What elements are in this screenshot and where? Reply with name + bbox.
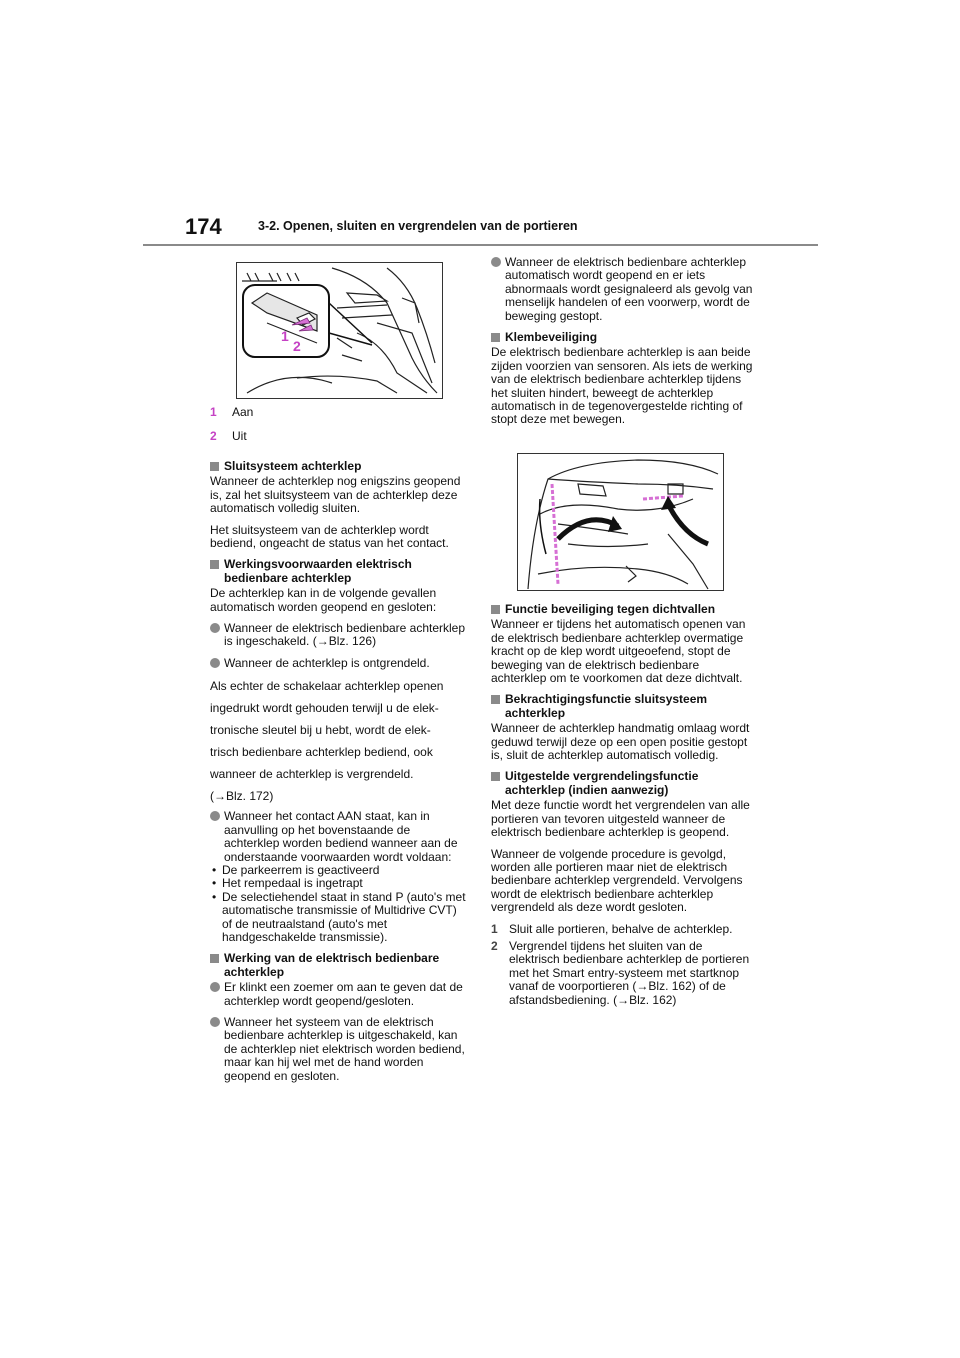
note-line: wanneer de achterklep is vergrendeld. — [210, 767, 414, 782]
legend-item — [210, 429, 410, 453]
legend-number: 2 — [210, 429, 217, 443]
legend-number: 1 — [210, 405, 217, 419]
note-line: trisch bedienbare achterklep bediend, ook — [210, 745, 433, 760]
bullet-dot-icon — [210, 982, 220, 992]
right-column — [491, 256, 756, 435]
header-divider — [143, 244, 818, 246]
section-heading: Bekrachtigingsfunctie sluitsysteem achterklep — [491, 693, 756, 720]
section-title: 3-2. Openen, sluiten en vergrendelen van de portieren — [258, 219, 578, 233]
bullet-dot-icon — [210, 658, 220, 668]
section-heading: Functie beveiliging tegen dichtvallen — [491, 603, 756, 616]
figure-legend — [210, 405, 410, 453]
legend-text: Uit — [232, 429, 247, 443]
tailgate-switch-drawing — [237, 263, 442, 398]
right-column-lower — [491, 599, 756, 1011]
step-item — [491, 940, 756, 1007]
bullet-item — [210, 981, 468, 1008]
left-column — [210, 456, 468, 1091]
sub-item: • De selectiehendel staat in stand P (auto's met automatische transmissie of Multidrive CVT) of de neutraalstand (auto's met handgeschakelde transmissie). — [210, 891, 468, 945]
page-number: 174 — [185, 214, 222, 239]
tailgate-switch-illustration — [236, 262, 443, 399]
bullet-text: Er klinkt een zoemer om aan te geven dat de achterklep wordt geopend/gesloten. — [224, 980, 463, 1008]
paragraph: Wanneer de achterklep nog enigszins geopend is, zal het sluitsysteem van de achterklep deze automatisch volledig sluiten. — [210, 474, 461, 516]
bullet-item — [491, 256, 756, 323]
note-line: ingedrukt wordt gehouden terwijl u de elek- — [210, 701, 439, 716]
step-text: Sluit alle portieren, behalve de achterklep. — [509, 921, 733, 936]
bullet-dot-icon — [210, 623, 220, 633]
bullet-text: Wanneer het systeem van de elektrisch bedienbare achterklep is uitgeschakeld, kan de achterklep niet elektrisch worden bediend, maar kan hij wel met de hand worden geopend en gesloten. — [224, 1014, 465, 1083]
paragraph: De elektrisch bedienbare achterklep is aan beide zijden voorzien van sensoren. Als iets de werking van de elektrisch bedienbare achterklep tijdens het sluiten hindert, beweegt de achterklep automatisch in de tegenovergestelde richting of stopt deze met bewegen. — [491, 345, 753, 427]
legend-item — [210, 405, 410, 429]
bullet-text: Wanneer de elektrisch bedienbare achterklep is ingeschakeld. (→Blz. 126) — [224, 621, 466, 649]
section-heading: Werkingsvoorwaarden elektrisch bedienbare achterklep — [210, 558, 468, 585]
note-line: Als echter de schakelaar achterklep openen — [210, 679, 444, 694]
bullet-dot-icon — [491, 257, 501, 267]
figure-label-1: 1 — [281, 328, 289, 344]
paragraph: Wanneer er tijdens het automatisch openen van de elektrisch bedienbare achterklep overmatige kracht op de klep wordt uitgeoefend, stopt de beweging van de elektrisch bedienbare achterklep om te voorkomen dat deze dichtvalt. — [491, 617, 746, 686]
bullet-text: Wanneer de achterklep is ontgrendeld. — [224, 655, 430, 670]
paragraph: Met deze functie wordt het vergrendelen van alle portieren van tevoren uitgesteld wanneer de elektrisch bedienbare achterklep is geopend. — [491, 798, 750, 840]
figure-label-2: 2 — [293, 338, 301, 354]
step-number: 2 — [491, 938, 498, 953]
note-block — [210, 678, 468, 804]
bullet-dot-icon — [210, 1017, 220, 1027]
step-text: Vergrendel tijdens het sluiten van de elektrisch bedienbare achterklep de portieren met het Smart entry-systeem met startknop vanaf de voorportieren (→Blz. 162) of de afstandsbediening. (→Blz. 162) — [509, 938, 750, 1007]
bullet-text: Wanneer het contact AAN staat, kan in aanvulling op het bovenstaande de achterklep worden bediend wanneer aan de onderstaande voorwaarden wordt voldaan: — [224, 809, 458, 864]
section-heading: Werking van de elektrisch bedienbare achterklep — [210, 952, 468, 979]
tailgate-sensor-illustration — [517, 453, 724, 591]
bullet-item — [210, 622, 468, 649]
bullet-item — [210, 657, 468, 670]
legend-text: Aan — [232, 405, 254, 419]
note-line: (→Blz. 172) — [210, 789, 274, 804]
section-heading: Klembeveiliging — [491, 331, 756, 344]
note-line: tronische sleutel bij u hebt, wordt de elek- — [210, 723, 431, 738]
sub-list — [210, 864, 468, 944]
sub-item: • Het rempedaal is ingetrapt — [210, 877, 468, 890]
bullet-item — [210, 810, 468, 864]
tailgate-sensor-drawing — [518, 454, 723, 590]
paragraph: De achterklep kan in de volgende gevallen automatisch worden geopend en gesloten: — [210, 586, 437, 614]
step-item — [491, 923, 756, 936]
section-heading: Sluitsysteem achterklep — [210, 460, 468, 473]
bullet-text: Wanneer de elektrisch bedienbare achterklep automatisch wordt geopend en er iets abnormaals wordt gesignaleerd als gevolg van menselijk handelen of een voorwerp, wordt de beweging gestopt. — [505, 255, 753, 323]
paragraph: Wanneer de achterklep handmatig omlaag wordt geduwd terwijl deze op een open positie gestopt is, sluit de achterklep automatisch volledig. — [491, 721, 750, 763]
paragraph: Wanneer de volgende procedure is gevolgd, worden alle portieren maar niet de elektrisch bedienbare achterklep vergrendeld. Vervolgens wordt de elektrisch bedienbare achterklep vergrendeld als deze wordt gesloten. — [491, 846, 743, 915]
bullet-dot-icon — [210, 811, 220, 821]
section-heading: Uitgestelde vergrendelingsfunctie achterklep (indien aanwezig) — [491, 770, 756, 797]
sub-item: • De parkeerrem is geactiveerd — [210, 864, 468, 877]
paragraph: Het sluitsysteem van de achterklep wordt bediend, ongeacht de status van het contact. — [210, 522, 449, 551]
bullet-item — [210, 1016, 468, 1083]
step-number: 1 — [491, 921, 498, 936]
